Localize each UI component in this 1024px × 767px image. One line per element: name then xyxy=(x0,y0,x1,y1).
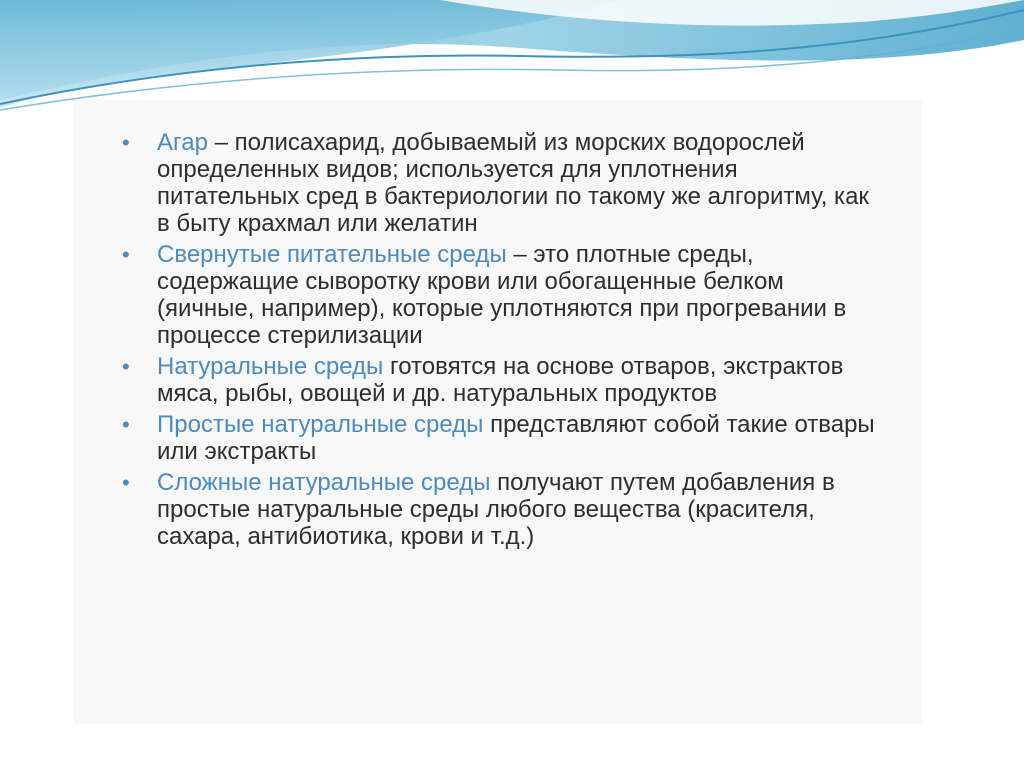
definition: – полисахарид, добываемый из морских водорослей определенных видов; используется для уплотнения питательных сред в бактериологии по такому же алгоритму, как в быту крахмал или желатин xyxy=(157,129,869,237)
list-item xyxy=(120,241,880,349)
term: Простые натуральные среды xyxy=(157,411,484,438)
definition: готовятся на основе отваров, экстрактов мяса, рыбы, овощей и др. натуральных продуктов xyxy=(157,353,844,407)
term: Свернутые питательные среды xyxy=(157,241,507,268)
term: Натуральные среды xyxy=(157,353,384,380)
bullet-dot-icon: • xyxy=(122,470,130,495)
bullet-dot-icon: • xyxy=(122,130,130,155)
definition: представляют собой такие отвары или экстракты xyxy=(157,411,875,465)
definition: – это плотные среды, содержащие сыворотку крови или обогащенные белком (яичные, например), которые уплотняются при прогревании в процессе стерилизации xyxy=(157,241,847,349)
bullet-dot-icon: • xyxy=(122,412,130,437)
bullet-dot-icon: • xyxy=(122,242,130,267)
list-item xyxy=(120,129,880,237)
bullet-dot-icon: • xyxy=(122,354,130,379)
bullet-list xyxy=(120,129,880,554)
term: Сложные натуральные среды xyxy=(157,469,491,496)
list-item xyxy=(120,469,880,550)
definition: получают путем добавления в простые натуральные среды любого вещества (красителя, сахара, антибиотика, крови и т.д.) xyxy=(157,469,835,550)
list-item xyxy=(120,411,880,465)
list-item xyxy=(120,353,880,407)
term: Агар xyxy=(157,129,208,156)
